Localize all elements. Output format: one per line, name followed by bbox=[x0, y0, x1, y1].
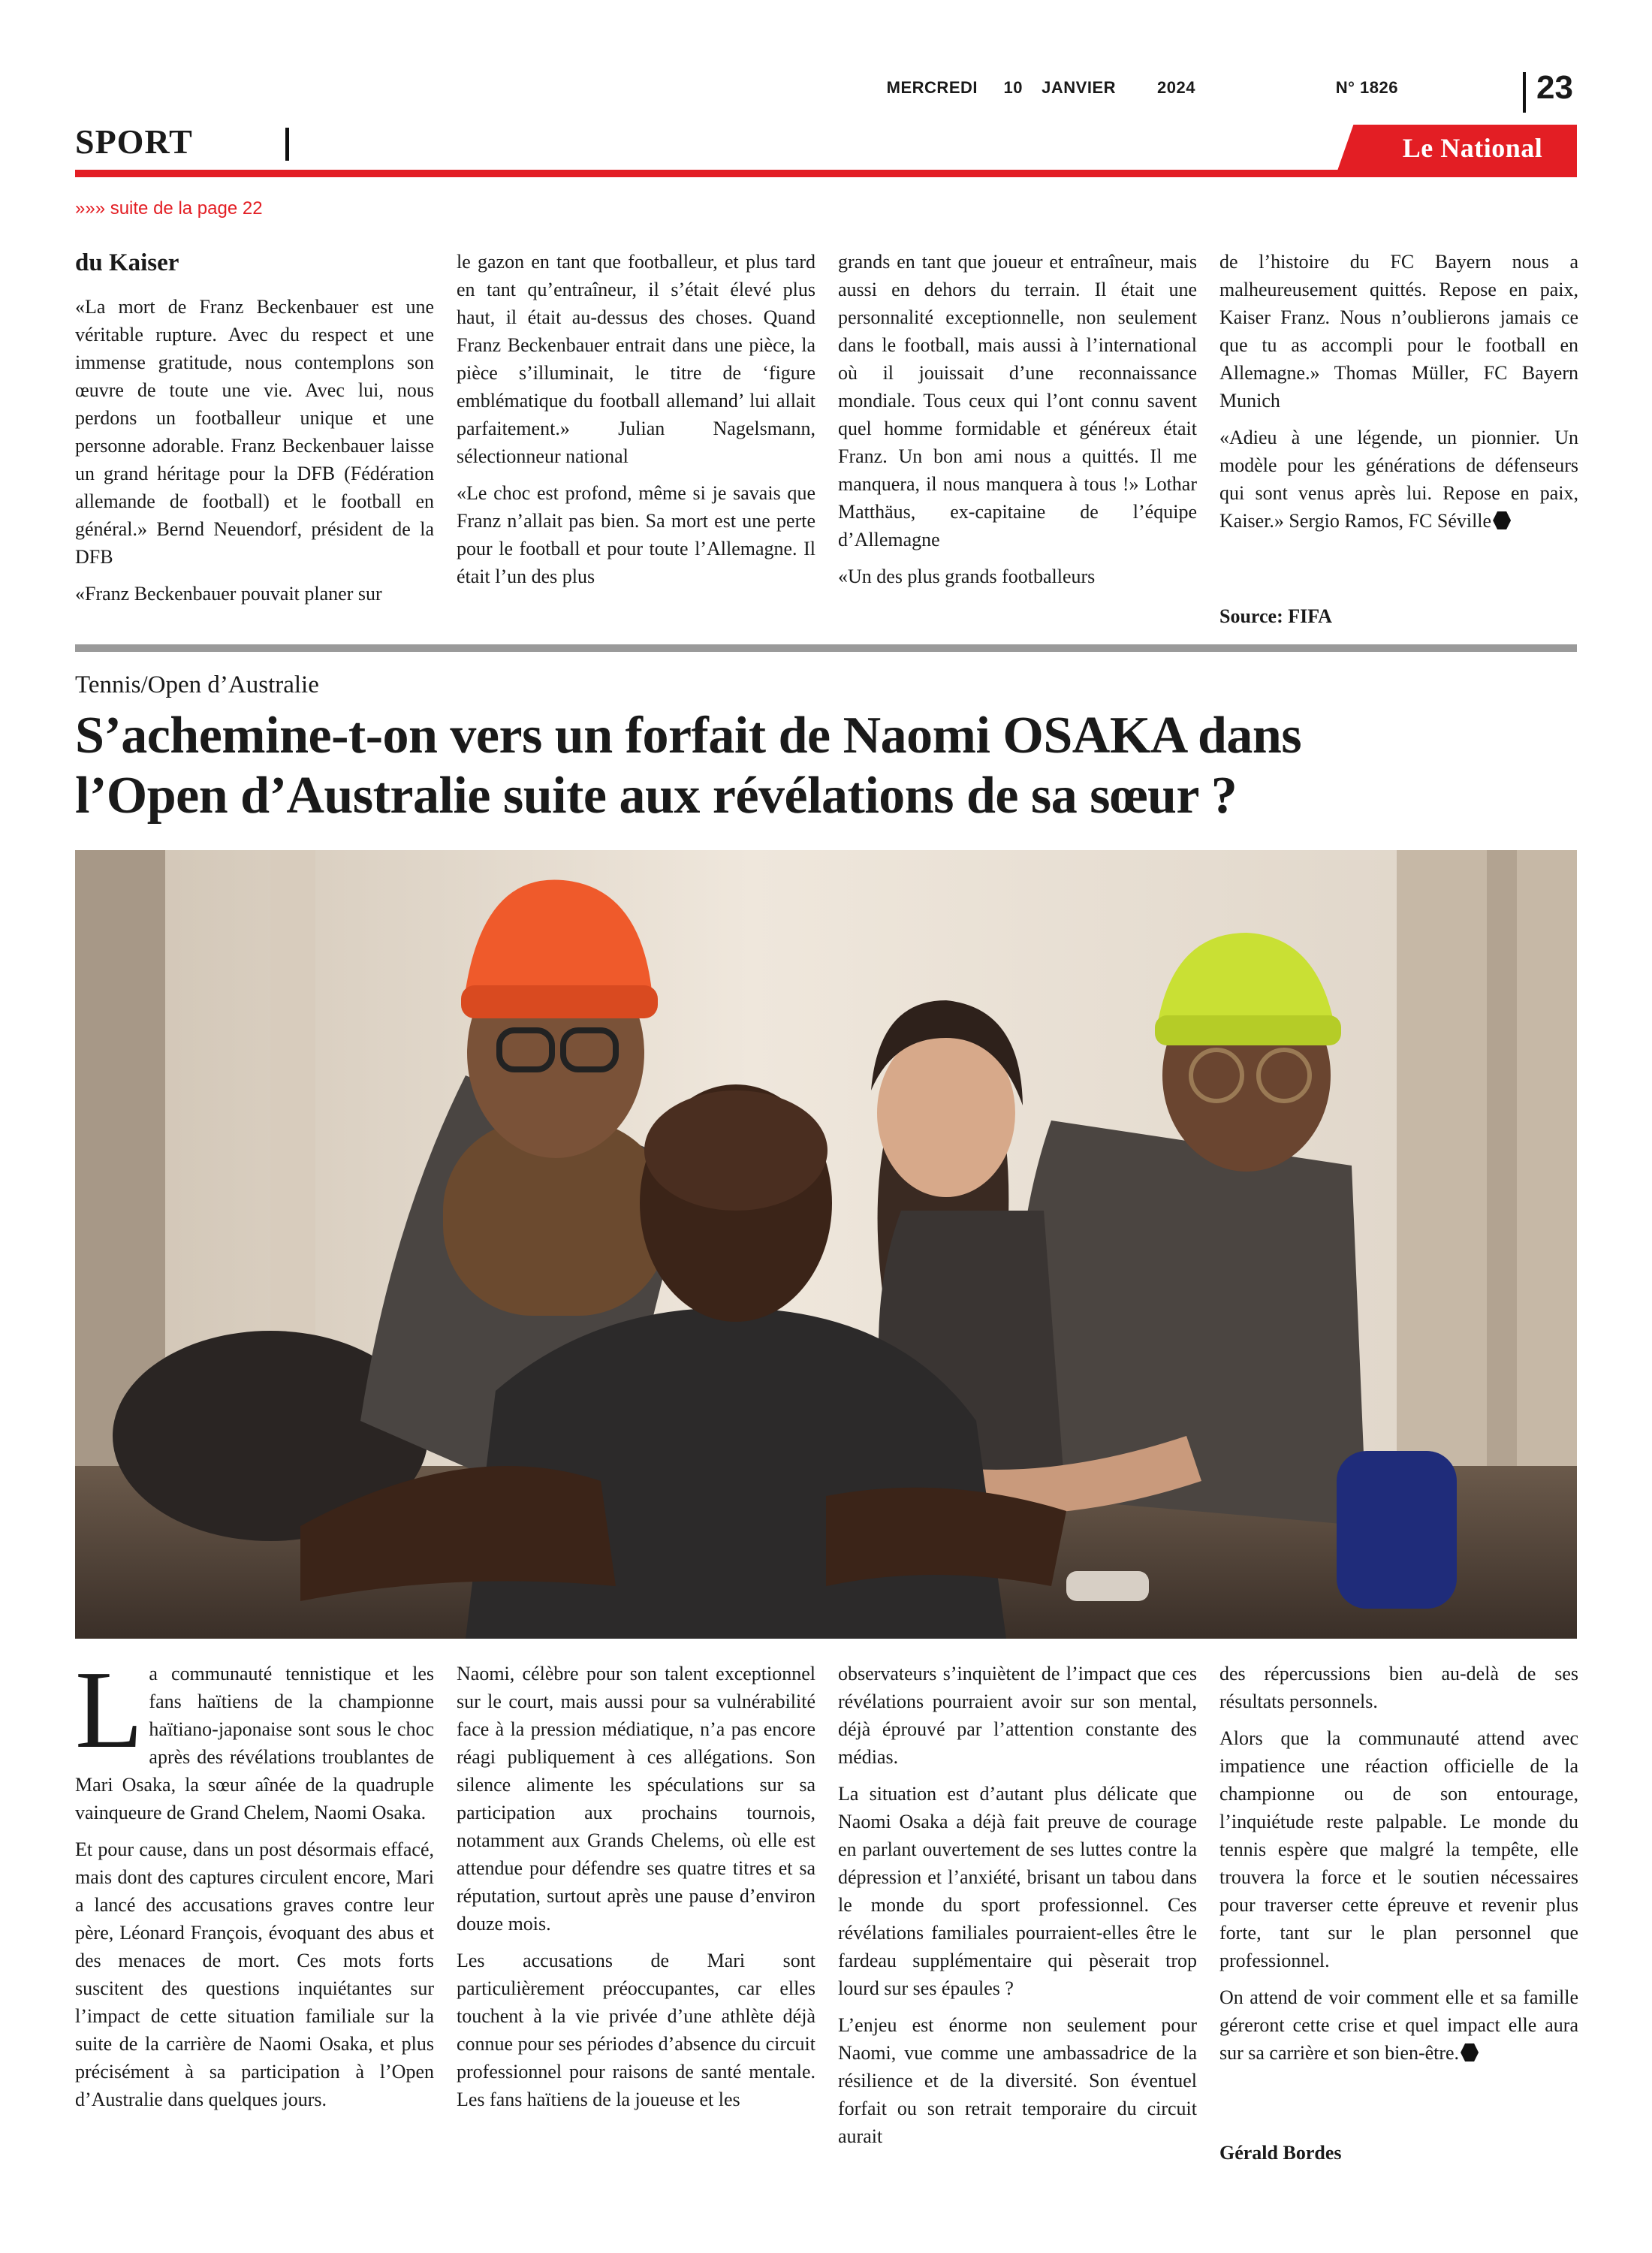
paragraph: Et pour cause, dans un post désormais effacé, mais dont des captures circulent encore, Mari a lancé des accusations graves contre leur père, Léonard François, évoquant des abus et des menaces de mort. Ces mots forts suscitent des questions inquiétantes sur l’impact de cette situation familiale sur la suite de la carrière de Naomi Osaka, et plus précisément à sa participation à l’Open d’Australie dans quelques jours. bbox=[75, 1838, 434, 2110]
date-year: 2024 bbox=[1157, 78, 1195, 97]
article-photo bbox=[75, 850, 1577, 1639]
issue-number: N° 1826 bbox=[1335, 78, 1398, 97]
article-headline bbox=[75, 706, 1577, 826]
paragraph: Naomi, célèbre pour son talent exceptionnel sur le court, mais aussi pour sa vulnérabilité face à la pression médiatique, n’a pas encore réagi publiquement à ces allégations. Son silence alimente les spéculations sur sa participation aux prochains tournois, notamment aux Grands Chelems, où elle est attendue pour défendre ses quatre titres et sa réputation, surtout après une pause d’environ douze mois. bbox=[457, 1663, 815, 1935]
paragraph-text: «Adieu à une légende, un pionnier. Un modèle pour les générations de défenseurs qui sont venus après lui. Repose en paix, Kaiser.» Sergio Ramos, FC Séville bbox=[1219, 427, 1578, 532]
paragraph-text: a communauté tennistique et les fans haïtiens de la championne haïtiano-japonaise sont sous le choc après des révélations troublantes de Mari Osaka, la sœur aînée de la quadruple vainqueure de Grand Chelem, Naomi Osaka. bbox=[75, 1663, 434, 1823]
paragraph: «La mort de Franz Beckenbauer est une véritable rupture. Avec du respect et une immense gratitude, nous contemplons son œuvre de toute une vie. Avec lui, nous perdons un footballeur unique et une personne adorable. Franz Beckenbauer laisse un grand héritage pour la DFB (Fédération allemande de football) et le football en général.» Bernd Neuendorf, président de la DFB bbox=[75, 296, 434, 568]
headline-line-1: S’achemine-t-on vers un forfait de Naomi OSAKA dans bbox=[75, 707, 1302, 765]
article-divider bbox=[75, 644, 1577, 652]
main-article-column-2 bbox=[457, 1660, 815, 2122]
paragraph: «Le choc est profond, même si je savais que Franz n’allait pas bien. Sa mort est une perte pour le football et pour toute l’Allemagne. Il était l’un des plus bbox=[457, 482, 815, 587]
paragraph: «Un des plus grands footballeurs bbox=[838, 566, 1096, 587]
paragraph bbox=[1219, 1983, 1578, 2067]
paragraph: observateurs s’inquiètent de l’impact que ces révélations pourraient avoir sur son mental, déjà éprouvé par l’attention constante des médias. bbox=[838, 1663, 1197, 1768]
paragraph: grands en tant que joueur et entraîneur, mais aussi en dehors du terrain. Il était une personnalité exceptionnelle, non seulement dans le football, mais aussi à l’international où il jouissait d’une reconnaissance mondiale. Tous ceux qui l’ont connu savent quel homme formidable et généreux était Franz. Un bon ami nous a quittés. Il me manquera, il nous manquera à tous !» Lothar Matthäus, ex-capitaine de l’équipe d’Allemagne bbox=[838, 251, 1197, 550]
date-day: MERCREDI bbox=[886, 78, 978, 97]
continued-from-link[interactable]: »»» suite de la page 22 bbox=[75, 198, 263, 219]
paragraph: «Franz Beckenbauer pouvait planer sur bbox=[75, 583, 382, 605]
paragraph bbox=[75, 1648, 434, 1826]
paragraph: Alors que la communauté attend avec impatience une réaction officielle de la championne ou de son entourage, l’inquiétude reste palpable. Le monde du tennis espère que malgré la tempête, elle trouvera la force et le soutien nécessaires pour traverser cette épreuve et revenir plus forte, tant sur le plan personnel que professionnel. bbox=[1219, 1727, 1578, 1971]
date-number: 10 bbox=[1003, 78, 1023, 97]
top-article-column-3 bbox=[838, 248, 1197, 599]
paragraph: le gazon en tant que footballeur, et plus tard en tant qu’entraîneur, il s’était élevé plus haut, il était au-dessus des choses. Quand Franz Beckenbauer entrait dans une pièce, la pièce s’illuminait, le titre de ‘figure emblématique du football allemand’ lui allait parfaitement.» Julian Nagelsmann, sélectionneur national bbox=[457, 251, 815, 467]
headline-line-2: l’Open d’Australie suite aux révélations de sa sœur ? bbox=[75, 767, 1237, 825]
paragraph: Les accusations de Mari sont particulièrement préoccupantes, car elles touchent à la vie privée d’une athlète déjà connue pour ses périodes d’absence du circuit professionnel pour raisons de santé mentale. Les fans haïtiens de la joueuse et les bbox=[457, 1950, 815, 2110]
section-divider bbox=[285, 128, 289, 161]
newspaper-brand: Le National bbox=[1402, 133, 1543, 163]
paragraph: L’enjeu est énorme non seulement pour Naomi, vue comme une ambassadrice de la résilience et de la diversité. Son éventuel forfait ou son retrait temporaire du circuit aurait bbox=[838, 2014, 1197, 2147]
article-author: Gérald Bordes bbox=[1219, 2142, 1342, 2164]
paragraph bbox=[1219, 424, 1578, 535]
top-article-column-2 bbox=[457, 248, 815, 599]
paragraph: de l’histoire du FC Bayern nous a malheureusement quittés. Repose en paix, Kaiser Franz. Nous n’oublierons jamais ce que tu as accompli pour le football en Allemagne.» Thomas Müller, FC Bayern Munich bbox=[1219, 251, 1578, 412]
top-article-title: du Kaiser bbox=[75, 249, 179, 276]
main-article-column-3 bbox=[838, 1660, 1197, 2159]
main-article-column-4 bbox=[1219, 1660, 1578, 2076]
page-number: 23 bbox=[1536, 69, 1573, 106]
header-rule bbox=[75, 170, 1577, 177]
end-of-article-icon bbox=[1461, 2043, 1479, 2061]
paragraph: des répercussions bien au-delà de ses résultats personnels. bbox=[1219, 1663, 1578, 1712]
section-label: SPORT bbox=[75, 122, 193, 161]
page-number-divider bbox=[1523, 72, 1526, 113]
article-source: Source: FIFA bbox=[1219, 605, 1332, 627]
end-of-article-icon bbox=[1493, 511, 1511, 529]
paragraph-text: On attend de voir comment elle et sa famille géreront cette crise et quel impact elle aura sur sa carrière et son bien-être. bbox=[1219, 1986, 1578, 2064]
paragraph: La situation est d’autant plus délicate que Naomi Osaka a déjà fait preuve de courage en parlant ouvertement de ses luttes contre la dépression et l’anxiété, brisant un tabou dans le monde du sport professionnel. Ces révélations familiales pourraient-elles être le fardeau supplémentaire qui pèserait trop lourd sur ses épaules ? bbox=[838, 1783, 1197, 1999]
top-article-column-4 bbox=[1219, 248, 1578, 544]
top-article-column-1 bbox=[75, 248, 434, 617]
drop-cap: L bbox=[75, 1648, 143, 1772]
article-kicker: Tennis/Open d’Australie bbox=[75, 671, 319, 698]
date-month: JANVIER bbox=[1042, 78, 1116, 97]
main-article-column-1 bbox=[75, 1648, 434, 2122]
